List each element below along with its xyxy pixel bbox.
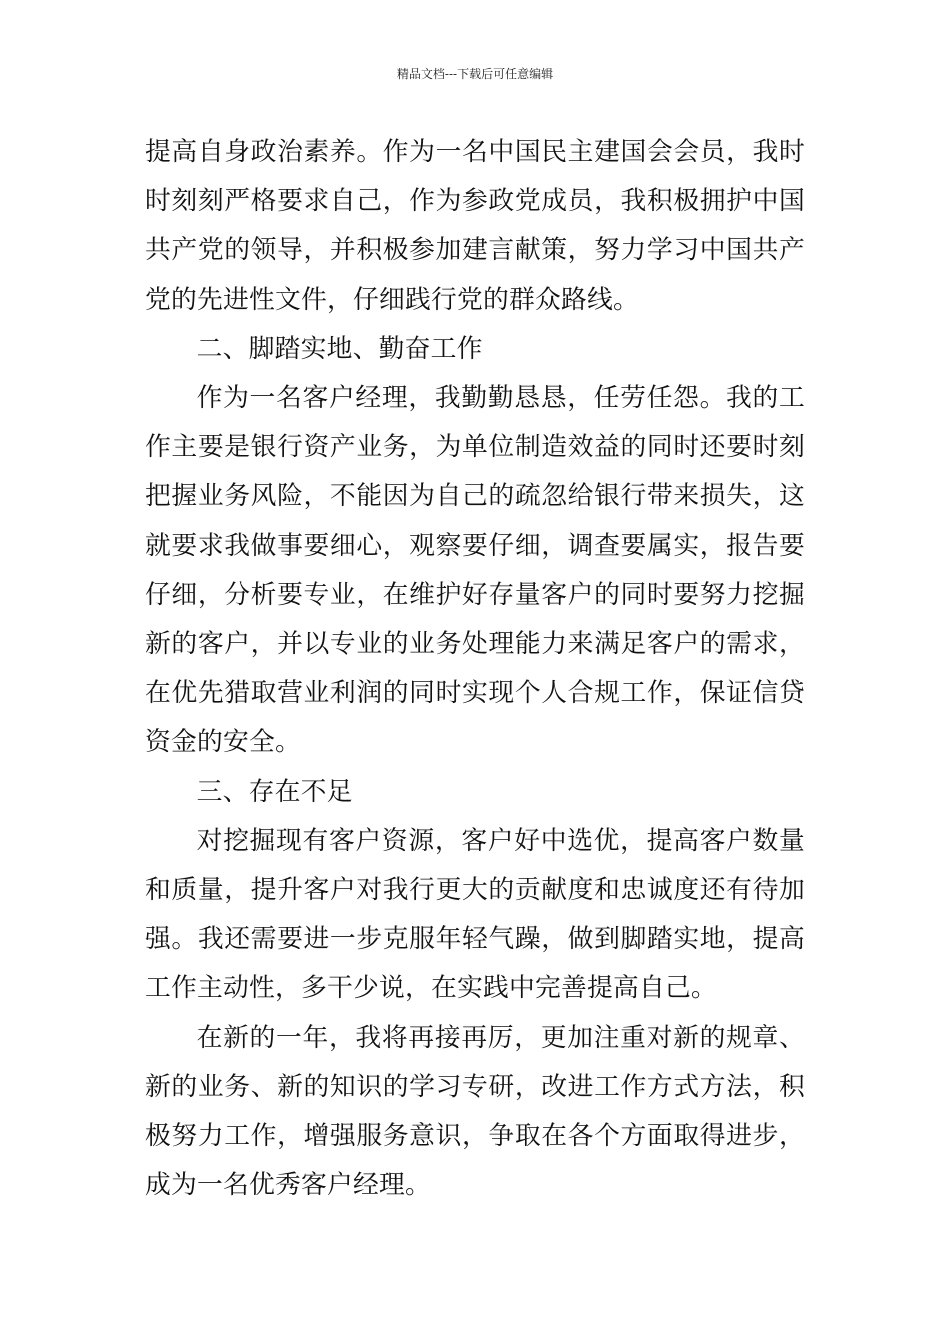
section-heading-3: 三、存在不足: [196, 776, 353, 807]
section-heading-2: 二、脚踏实地、勤奋工作: [196, 333, 483, 364]
paragraph-continuation: 提高自身政治素养。作为一名中国民主建国会会员，我时时刻刻严格要求自己，作为参政党成员，我积极拥护中国共产党的领导，并积极参加建言献策，努力学习中国共产党的先进性文件，仔细践行党的群众路线。: [145, 137, 805, 315]
paragraph-shortcomings: 对挖掘现有客户资源，客户好中选优，提高客户数量和质量，提升客户对我行更大的贡献度和忠诚度还有待加强。我还需要进一步克服年轻气躁，做到脚踏实地，提高工作主动性，多干少说，在实践中完善提高自己。: [145, 825, 805, 1004]
page-header: 精品文档---下载后可任意编辑: [396, 67, 554, 81]
document-body: [145, 128, 805, 1210]
paragraph-new-year: 在新的一年，我将再接再厉，更加注重对新的规章、新的业务、新的知识的学习专研，改进工作方式方法，积极努力工作，增强服务意识，争取在各个方面取得进步，成为一名优秀客户经理。: [145, 1022, 805, 1201]
paragraph-work: 作为一名客户经理，我勤勤恳恳，任劳任怨。我的工作主要是银行资产业务，为单位制造效益的同时还要时刻把握业务风险，不能因为自己的疏忽给银行带来损失，这就要求我做事要细心，观察要仔细，调查要属实，报告要仔细，分析要专业，在维护好存量客户的同时要努力挖掘新的客户，并以专业的业务处理能力来满足客户的需求，在优先猎取营业利润的同时实现个人合规工作，保证信贷资金的安全。: [145, 383, 805, 758]
